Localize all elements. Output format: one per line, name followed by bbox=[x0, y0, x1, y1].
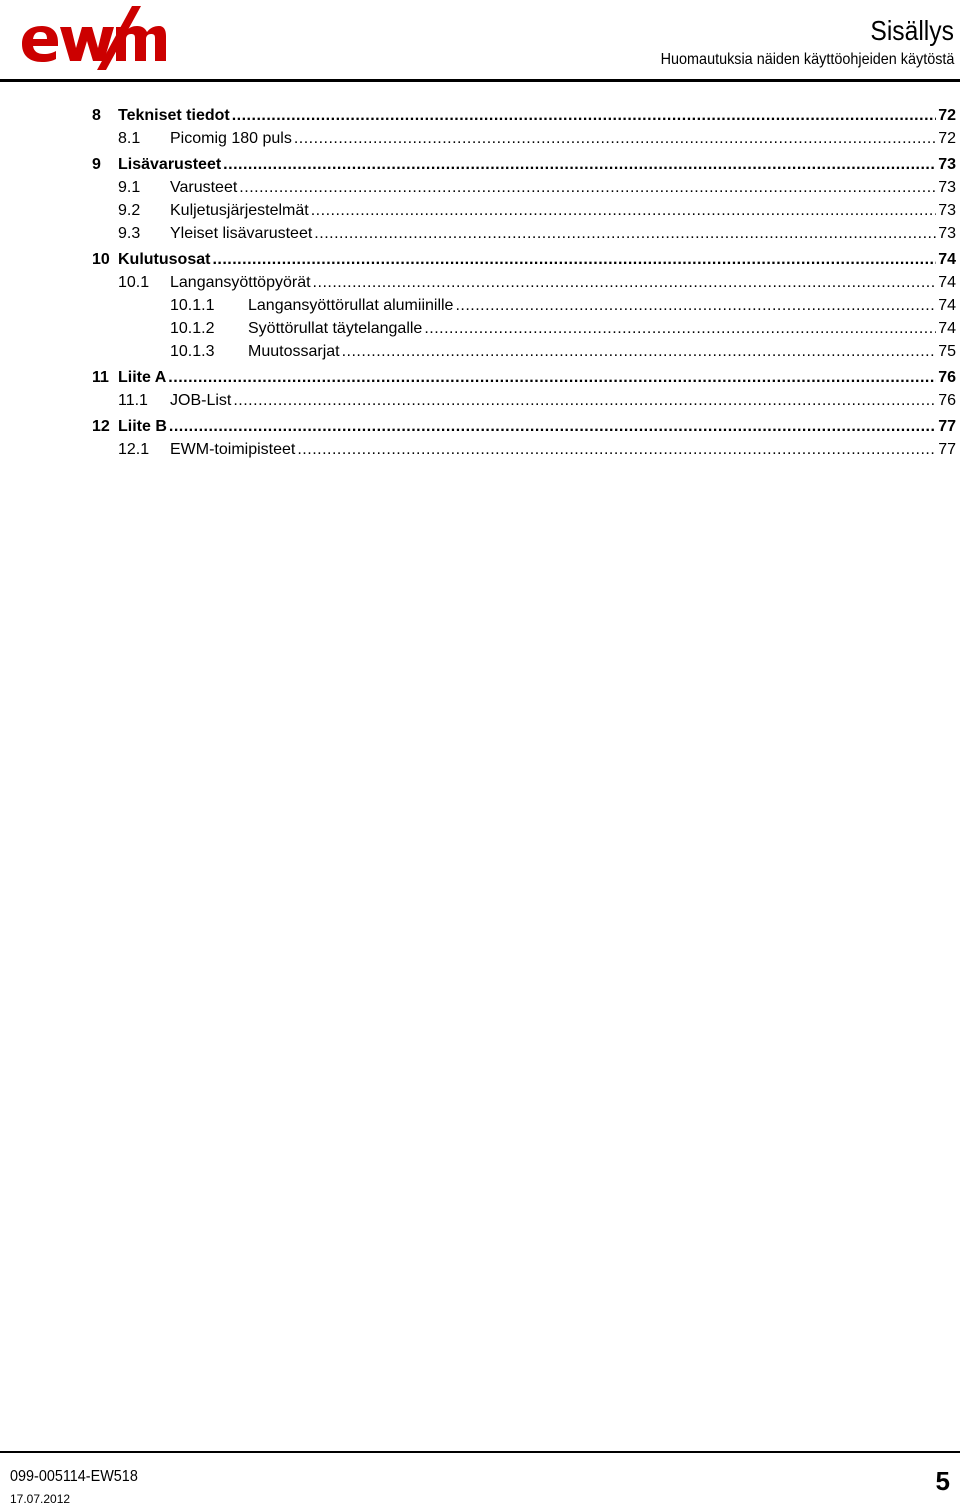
toc-entry-number: 10.1.2 bbox=[170, 320, 215, 337]
header-divider bbox=[0, 79, 960, 82]
toc-dot-leader bbox=[169, 415, 936, 438]
page-title: Sisällys bbox=[870, 15, 954, 46]
toc-entry-title: Picomig 180 puls bbox=[170, 130, 292, 147]
toc-entry[interactable] bbox=[92, 438, 956, 461]
toc-entry-title: Varusteet bbox=[170, 179, 238, 196]
ewm-logo-graphic bbox=[20, 6, 166, 70]
toc-dot-leader bbox=[233, 389, 936, 412]
toc-entry-number: 9 bbox=[92, 156, 101, 173]
toc-entry-number: 10.1 bbox=[118, 274, 150, 291]
toc-entry[interactable] bbox=[92, 389, 956, 412]
toc-entry-title: Muutossarjat bbox=[248, 343, 340, 360]
toc-dot-leader bbox=[168, 366, 936, 389]
toc-entry-page: 74 bbox=[938, 251, 956, 268]
toc-dot-leader bbox=[342, 340, 937, 363]
toc-entry-title: Langansyöttöpyörät bbox=[170, 274, 311, 291]
toc-entry[interactable] bbox=[92, 104, 956, 127]
toc-entry-page: 73 bbox=[938, 179, 956, 196]
toc-entry-number: 10.1.3 bbox=[170, 343, 215, 360]
toc-entry-title: Kuljetusjärjestelmät bbox=[170, 202, 309, 219]
toc-dot-leader bbox=[223, 153, 936, 176]
toc-entry[interactable] bbox=[92, 199, 956, 222]
toc-entry-title: Yleiset lisävarusteet bbox=[170, 225, 313, 242]
toc-entry-page: 73 bbox=[938, 156, 956, 173]
toc-dot-leader bbox=[313, 271, 937, 294]
toc-dot-leader bbox=[314, 222, 936, 245]
toc-entry-number: 12.1 bbox=[118, 441, 150, 458]
page-number: 5 bbox=[935, 1466, 950, 1496]
toc-entry-number: 9.3 bbox=[118, 225, 141, 242]
toc-entry-page: 72 bbox=[938, 107, 956, 124]
toc-dot-leader bbox=[294, 127, 936, 150]
toc-entry-title: Syöttörullat täytelangalle bbox=[248, 320, 423, 337]
toc-entry-title: Liite B bbox=[118, 418, 167, 435]
toc-entry-title: Langansyöttörullat alumiinille bbox=[248, 297, 454, 314]
ewm-logo bbox=[20, 6, 166, 70]
toc-entry-number: 8.1 bbox=[118, 130, 141, 147]
document-number: 099-005114-EW518 bbox=[10, 1468, 138, 1485]
toc-entry[interactable] bbox=[92, 248, 956, 271]
toc-entry-page: 77 bbox=[938, 441, 956, 458]
toc-dot-leader bbox=[455, 294, 936, 317]
toc-dot-leader bbox=[297, 438, 936, 461]
toc-entry-page: 76 bbox=[938, 369, 956, 386]
toc-entry-number: 10 bbox=[92, 251, 110, 268]
toc-entry-page: 72 bbox=[938, 130, 956, 147]
toc-entry-page: 74 bbox=[938, 274, 956, 291]
page-subtitle: Huomautuksia näiden käyttöohjeiden käytöstä bbox=[660, 51, 954, 68]
toc-entry-number: 8 bbox=[92, 107, 101, 124]
footer-divider bbox=[0, 1451, 960, 1453]
toc-entry-number: 12 bbox=[92, 418, 110, 435]
toc-entry-title: JOB-List bbox=[170, 392, 232, 409]
toc-dot-leader bbox=[239, 176, 936, 199]
toc-entry[interactable] bbox=[92, 153, 956, 176]
toc-entry[interactable] bbox=[92, 366, 956, 389]
toc-entry-page: 73 bbox=[938, 202, 956, 219]
toc-entry-page: 73 bbox=[938, 225, 956, 242]
toc-entry-number: 11.1 bbox=[118, 392, 148, 409]
toc-dot-leader bbox=[232, 104, 936, 127]
toc-entry[interactable] bbox=[92, 176, 956, 199]
document-date: 17.07.2012 bbox=[10, 1492, 71, 1506]
toc-entry-title: EWM-toimipisteet bbox=[170, 441, 296, 458]
toc-entry[interactable] bbox=[92, 271, 956, 294]
toc-entry[interactable] bbox=[92, 340, 956, 363]
toc-entry[interactable] bbox=[92, 415, 956, 438]
toc-entry-number: 9.1 bbox=[118, 179, 141, 196]
toc-entry-number: 9.2 bbox=[118, 202, 141, 219]
toc-entry-number: 11 bbox=[92, 369, 109, 386]
toc-entry-page: 75 bbox=[938, 343, 956, 360]
toc-dot-leader bbox=[212, 248, 936, 271]
toc-entry-page: 74 bbox=[938, 297, 956, 314]
toc-entry[interactable] bbox=[92, 222, 956, 245]
toc-dot-leader bbox=[311, 199, 936, 222]
toc-entry[interactable] bbox=[92, 317, 956, 340]
toc-entry-title: Tekniset tiedot bbox=[118, 107, 230, 124]
toc-entry-title: Liite A bbox=[118, 369, 167, 386]
toc-entry-title: Kulutusosat bbox=[118, 251, 211, 268]
toc-entry-title: Lisävarusteet bbox=[118, 156, 222, 173]
toc-entry-page: 76 bbox=[938, 392, 956, 409]
toc-entry-page: 77 bbox=[938, 418, 956, 435]
toc-entry-page: 74 bbox=[938, 320, 956, 337]
toc-entry-number: 10.1.1 bbox=[170, 297, 215, 314]
toc-entry[interactable] bbox=[92, 294, 956, 317]
toc-dot-leader bbox=[424, 317, 936, 340]
table-of-contents bbox=[92, 104, 956, 461]
toc-entry[interactable] bbox=[92, 127, 956, 150]
